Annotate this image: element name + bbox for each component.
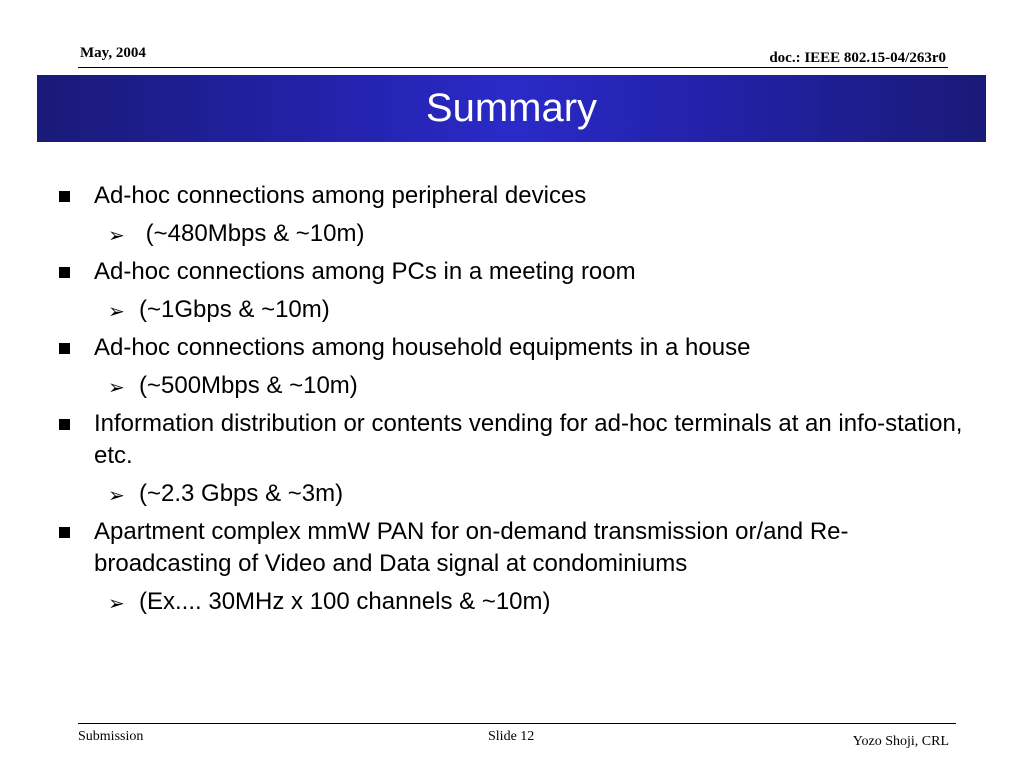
arrow-bullet-icon: ➢ — [108, 483, 125, 507]
sub-bullet-item-4 — [57, 478, 967, 510]
sub-bullet-item-1 — [57, 218, 967, 250]
bullet-item-1 — [57, 180, 967, 212]
square-bullet-icon — [59, 267, 70, 278]
arrow-bullet-icon: ➢ — [108, 375, 125, 399]
sub-bullet-text: (~480Mbps & ~10m) — [139, 220, 365, 247]
square-bullet-icon — [59, 419, 70, 430]
bullet-text: Ad-hoc connections among PCs in a meeting room — [94, 258, 636, 285]
sub-bullet-item-2 — [57, 294, 967, 326]
footer-divider — [78, 723, 956, 724]
footer-author: Yozo Shoji, CRL — [852, 734, 949, 749]
sub-bullet-text: (Ex.... 30MHz x 100 channels & ~10m) — [139, 588, 551, 615]
header-doc-id: doc.: IEEE 802.15-04/263r0 — [769, 50, 946, 66]
bullet-list — [57, 180, 967, 624]
arrow-bullet-icon: ➢ — [108, 591, 125, 615]
arrow-bullet-icon: ➢ — [108, 223, 125, 247]
sub-bullet-text: (~2.3 Gbps & ~3m) — [139, 480, 344, 507]
slide-title: Summary — [425, 86, 598, 130]
sub-bullet-item-5 — [57, 586, 967, 618]
arrow-bullet-icon: ➢ — [108, 299, 125, 323]
footer-submission: Submission — [78, 729, 144, 744]
bullet-item-3 — [57, 332, 967, 364]
bullet-text: Information distribution or contents vending for ad-hoc terminals at an info-station, etc. — [94, 410, 963, 469]
bullet-text: Ad-hoc connections among peripheral devices — [94, 182, 587, 209]
footer-slide-number: Slide 12 — [488, 729, 535, 744]
title-bar — [37, 75, 986, 142]
sub-bullet-text: (~1Gbps & ~10m) — [139, 296, 330, 323]
bullet-item-2 — [57, 256, 967, 288]
bullet-text: Ad-hoc connections among household equipments in a house — [94, 334, 751, 361]
header-date: May, 2004 — [80, 45, 146, 61]
bullet-item-4 — [57, 408, 967, 472]
sub-bullet-item-3 — [57, 370, 967, 402]
sub-bullet-text: (~500Mbps & ~10m) — [139, 372, 358, 399]
header-divider — [78, 67, 948, 68]
bullet-item-5 — [57, 516, 967, 580]
square-bullet-icon — [59, 343, 70, 354]
square-bullet-icon — [59, 527, 70, 538]
bullet-text: Apartment complex mmW PAN for on-demand transmission or/and Re-broadcasting of Video and Data signal at condominiums — [94, 518, 849, 577]
square-bullet-icon — [59, 191, 70, 202]
